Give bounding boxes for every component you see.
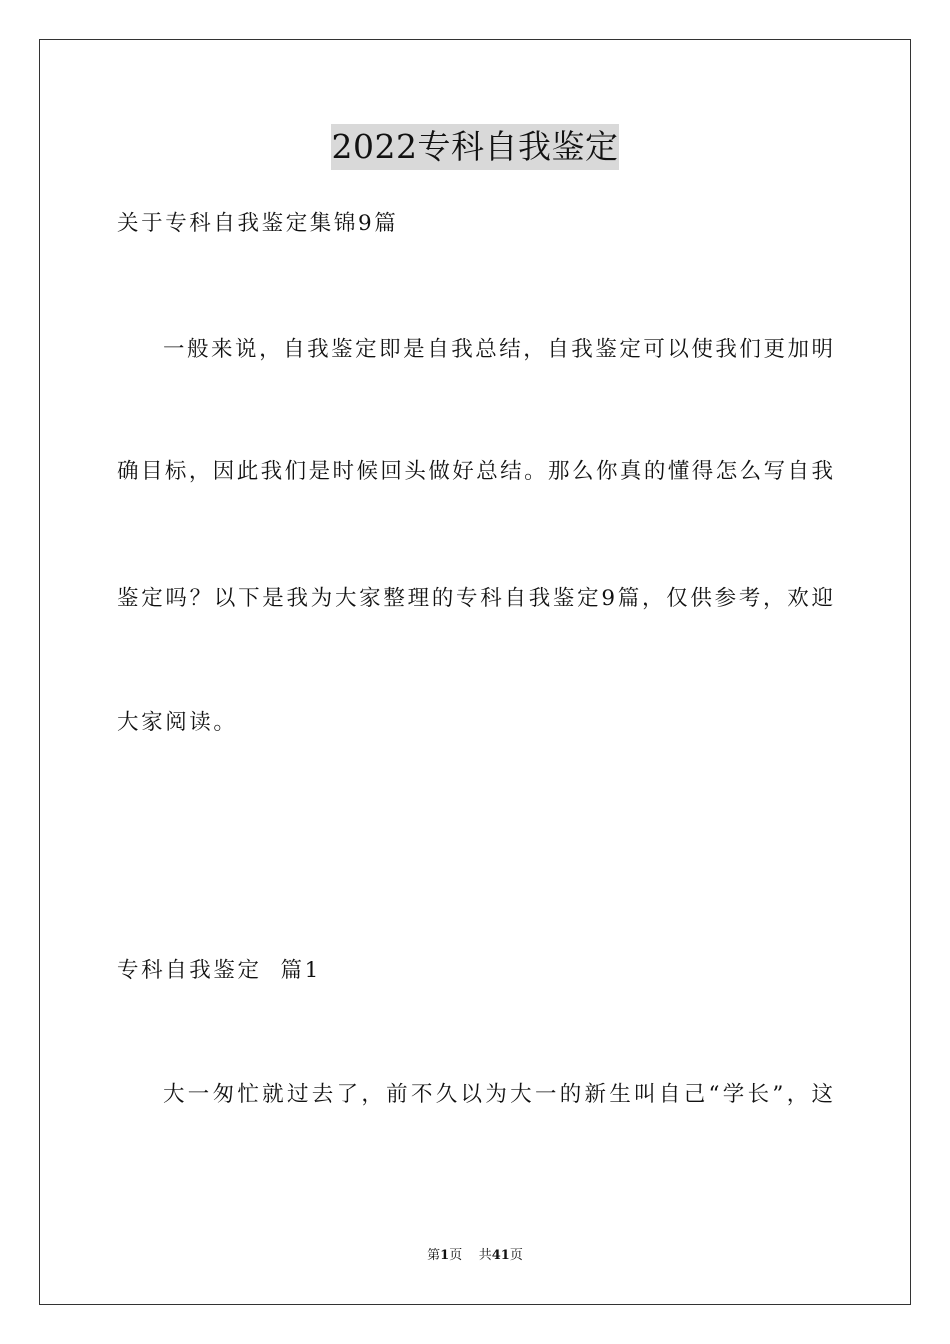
section-paragraph-line-1: 大一匆忙就过去了，前不久以为大一的新生叫自己“学长”，这 bbox=[163, 1082, 833, 1107]
page-label-prefix: 第 bbox=[427, 1248, 441, 1263]
document-title-text: 2022专科自我鉴定 bbox=[331, 124, 620, 170]
intro-paragraph-line-3: 鉴定吗？以下是我为大家整理的专科自我鉴定9篇，仅供参考，欢迎 bbox=[117, 586, 833, 611]
document-title bbox=[0, 124, 950, 170]
total-label-prefix: 共 bbox=[478, 1248, 492, 1263]
page-number: 1 bbox=[440, 1248, 450, 1263]
intro-paragraph-line-1: 一般来说，自我鉴定即是自我总结，自我鉴定可以使我们更加明 bbox=[163, 337, 833, 362]
total-label-suffix: 页 bbox=[509, 1248, 523, 1263]
intro-paragraph-line-2: 确目标，因此我们是时候回头做好总结。那么你真的懂得怎么写自我 bbox=[117, 459, 833, 484]
page-footer bbox=[0, 1246, 950, 1266]
page-label-suffix: 页 bbox=[449, 1248, 463, 1263]
total-pages: 41 bbox=[491, 1248, 510, 1263]
document-subtitle: 关于专科自我鉴定集锦9篇 bbox=[117, 211, 399, 236]
intro-paragraph-line-4: 大家阅读。 bbox=[117, 710, 238, 735]
section-heading: 专科自我鉴定 篇1 bbox=[117, 958, 321, 983]
